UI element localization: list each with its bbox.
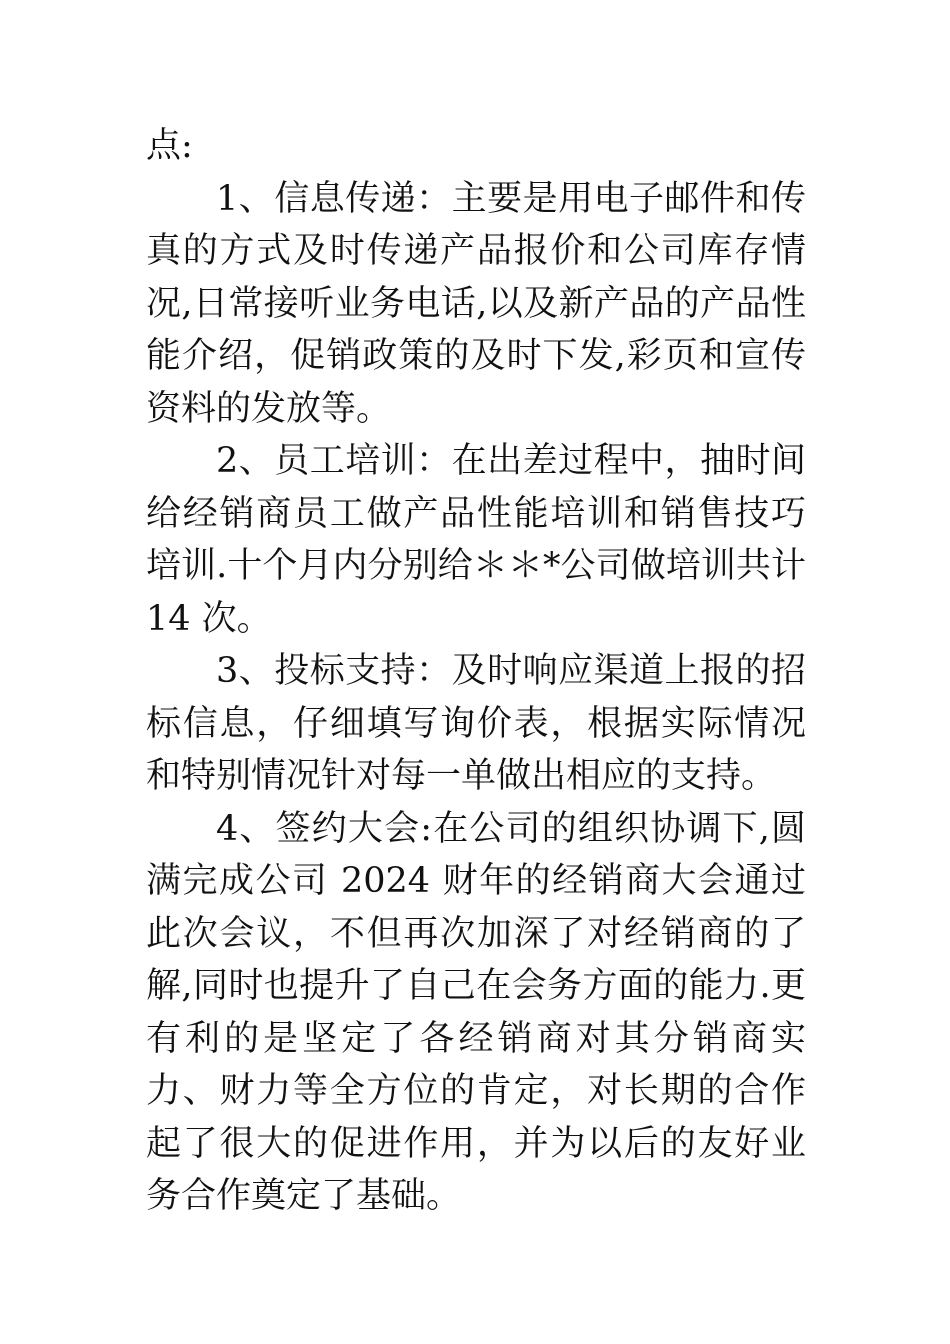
document-body [146, 120, 806, 1223]
paragraph-staff-training: 2、员工培训：在出差过程中，抽时间给经销商员工做产品性能培训和销售技巧培训.十个月内分别给＊＊*公司做培训共计 14 次。 [146, 441, 806, 639]
paragraph-signing-conference: 4、签约大会:在公司的组织协调下,圆满完成公司 2024 财年的经销商大会通过此次会议，不但再次加深了对经销商的了解,同时也提升了自己在会务方面的能力.更有利的是坚定了各经销商对其分销商实力、财力等全方位的肯定，对长期的合作起了很大的促进作用，并为以后的友好业务合作奠定了基础。 [146, 808, 806, 1216]
paragraph-information-delivery: 1、信息传递：主要是用电子邮件和传真的方式及时传递产品报价和公司库存情况,日常接听业务电话,以及新产品的产品性能介绍，促销政策的及时下发,彩页和宣传资料的发放等。 [146, 178, 806, 429]
paragraph-bid-support: 3、投标支持：及时响应渠道上报的招标信息，仔细填写询价表，根据实际情况和特别情况针对每一单做出相应的支持。 [146, 651, 806, 796]
paragraph-heading-fragment: 点: [146, 126, 193, 166]
